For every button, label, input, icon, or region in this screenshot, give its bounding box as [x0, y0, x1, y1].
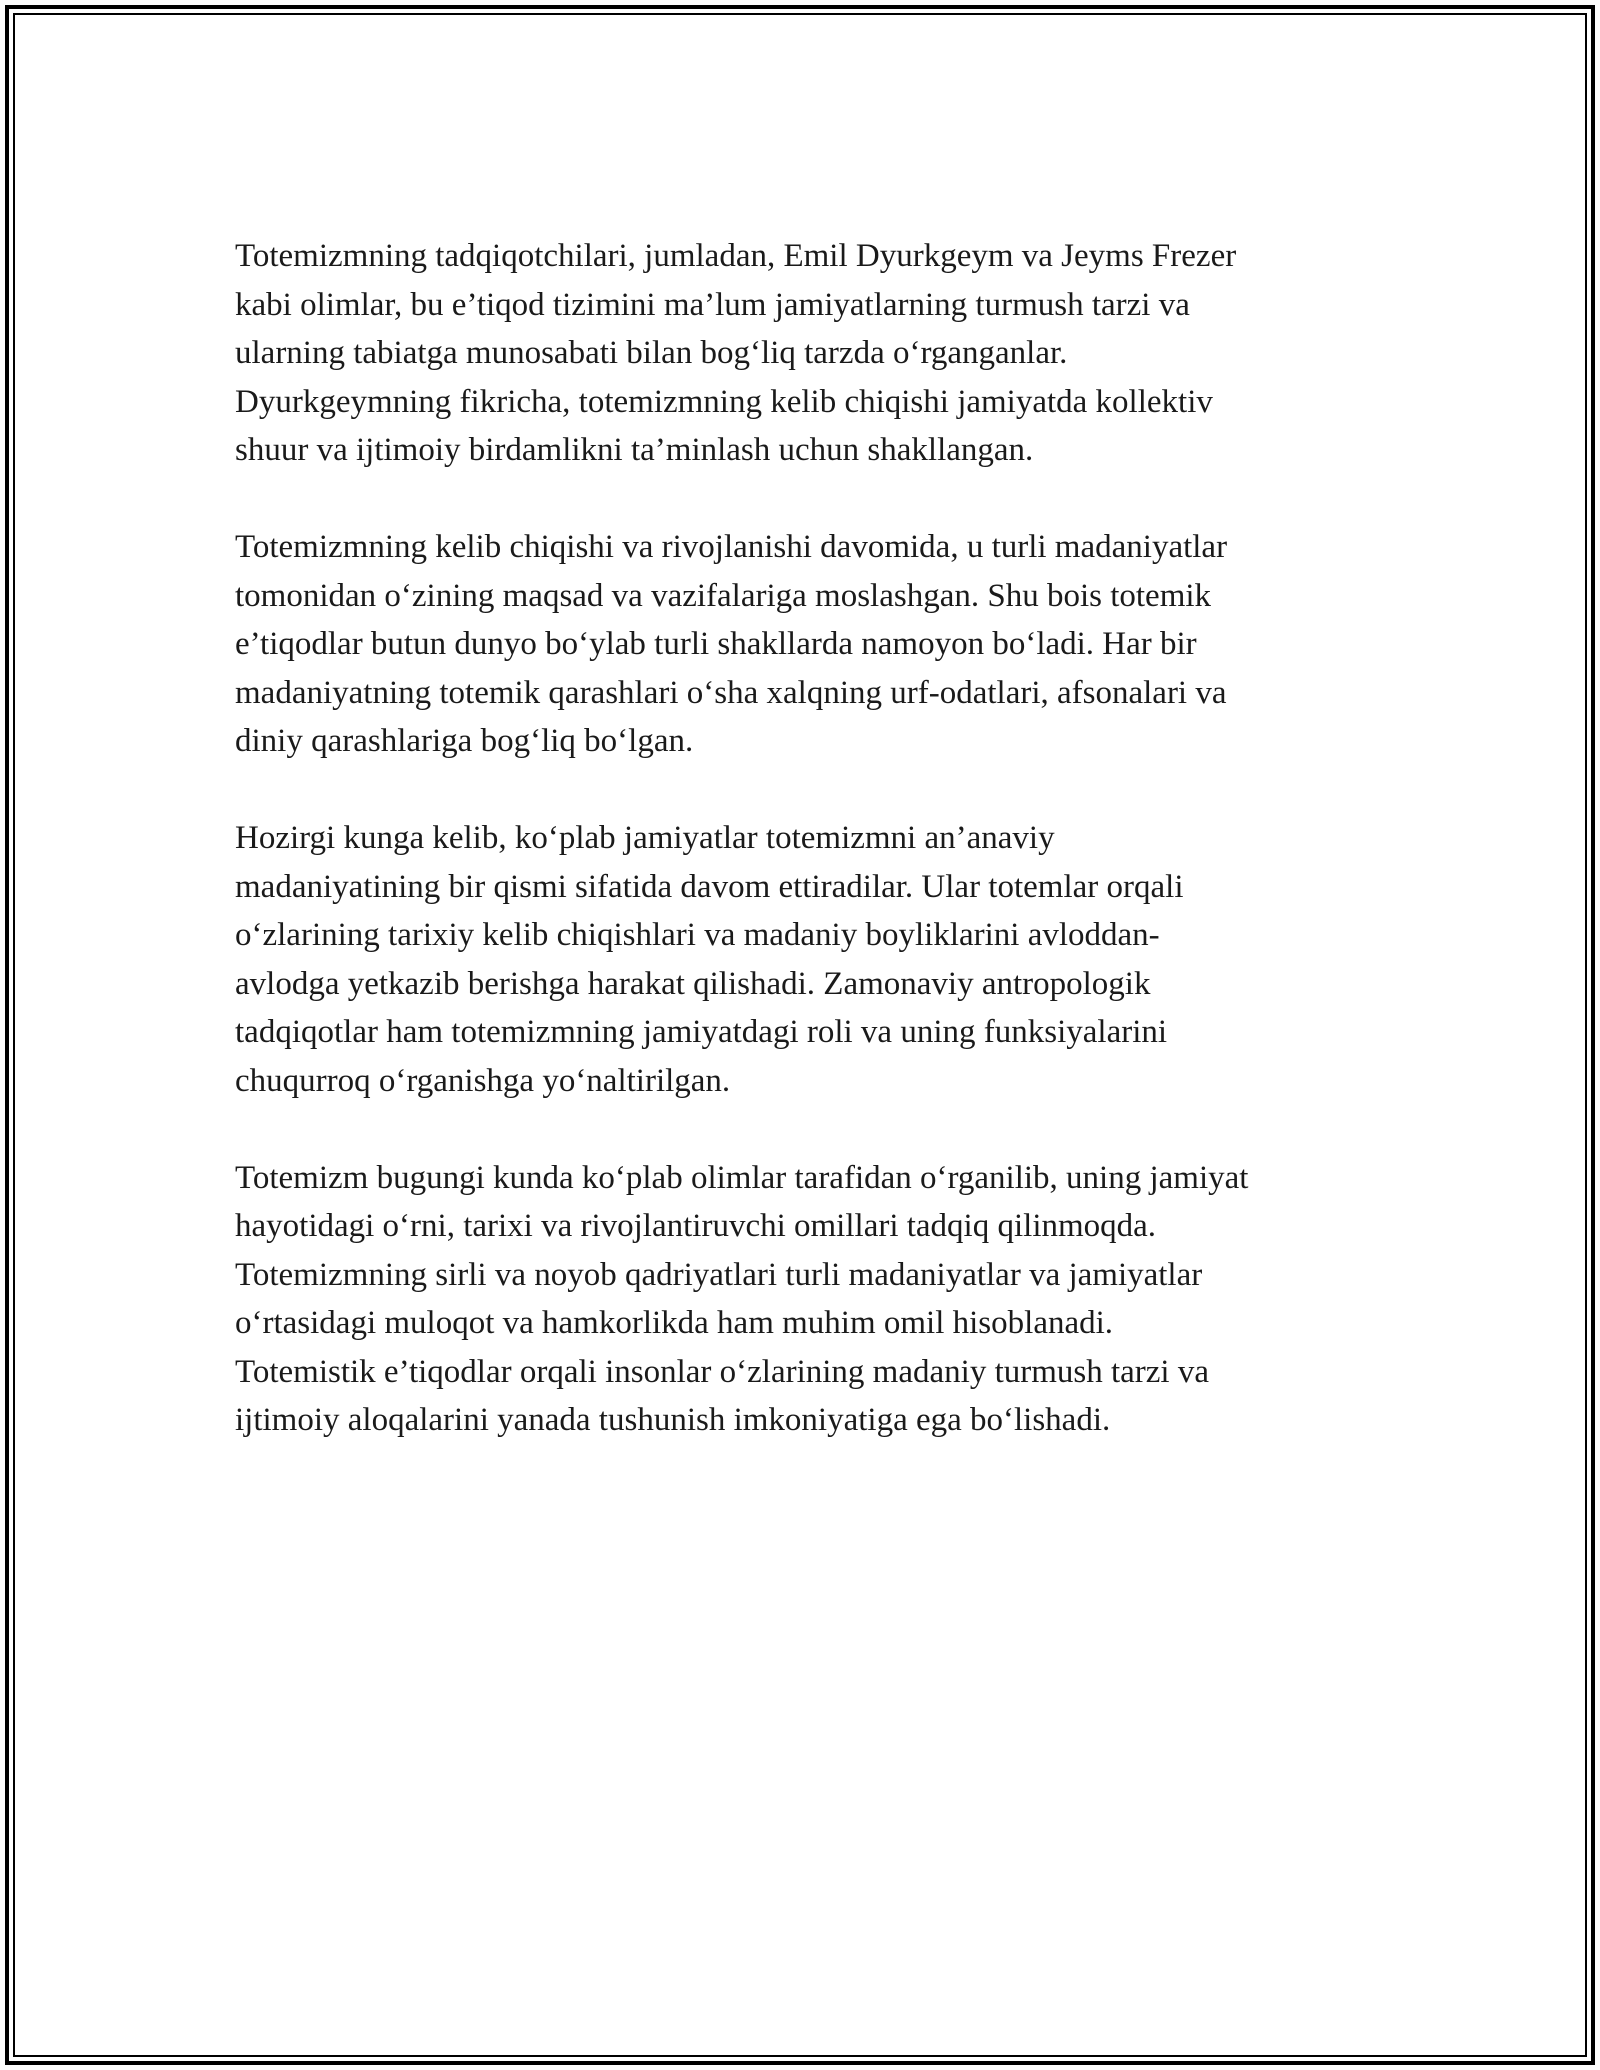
paragraph-3: [235, 814, 1385, 1105]
text-line: hayotidagi o‘rni, tarixi va rivojlantiruvchi omillari tadqiq qilinmoqda.: [235, 1208, 1157, 1244]
text-line: kabi olimlar, bu e’tiqod tizimini ma’lum jamiyatlarning turmush tarzi va: [235, 286, 1190, 323]
text-line: madaniyatining bir qismi sifatida davom ettiradilar. Ular totemlar orqali: [235, 868, 1184, 905]
text-line: chuqurroq o‘rganishga yo‘naltirilgan.: [235, 1062, 731, 1099]
text-line: e’tiqodlar butun dunyo bo‘ylab turli shakllarda namoyon bo‘ladi. Har bir: [235, 626, 1197, 662]
paragraph-1: [235, 232, 1385, 475]
text-line: o‘zlarining tarixiy kelib chiqishlari va madaniy boyliklarini avloddan-: [235, 917, 1160, 953]
text-line: Totemizmning sirli va noyob qadriyatlari turli madaniyatlar va jamiyatlar: [235, 1256, 1203, 1293]
paragraph-2: [235, 523, 1385, 766]
text-line: Totemizmning kelib chiqishi va rivojlanishi davomida, u turli madaniyatlar: [235, 529, 1228, 565]
paragraph-4: [235, 1154, 1385, 1445]
document-body: [235, 232, 1385, 1493]
text-line: o‘rtasidagi muloqot va hamkorlikda ham muhim omil hisoblanadi.: [235, 1305, 1114, 1341]
text-line: tomonidan o‘zining maqsad va vazifalariga moslashgan. Shu bois totemik: [235, 577, 1212, 614]
text-line: diniy qarashlariga bog‘liq bo‘lgan.: [235, 723, 694, 759]
text-line: madaniyatning totemik qarashlari o‘sha xalqning urf-odatlari, afsonalari va: [235, 674, 1227, 711]
text-line: Totemistik e’tiqodlar orqali insonlar o‘zlarining madaniy turmush tarzi va: [235, 1353, 1209, 1390]
text-line: ijtimoiy aloqalarini yanada tushunish imkoniyatiga ega bo‘lishadi.: [235, 1402, 1111, 1438]
text-line: avlodga yetkazib berishga harakat qilishadi. Zamonaviy antropologik: [235, 965, 1151, 1002]
text-line: Hozirgi kunga kelib, ko‘plab jamiyatlar totemizmni an’anaviy: [235, 820, 1055, 856]
text-line: Dyurkgeymning fikricha, totemizmning kelib chiqishi jamiyatda kollektiv: [235, 383, 1213, 420]
text-line: ularning tabiatga munosabati bilan bog‘liq tarzda o‘rganganlar.: [235, 335, 1068, 371]
text-line: tadqiqotlar ham totemizmning jamiyatdagi roli va uning funksiyalarini: [235, 1014, 1168, 1050]
text-line: shuur va ijtimoiy birdamlikni ta’minlash uchun shakllangan.: [235, 432, 1034, 468]
text-line: Totemizmning tadqiqotchilari, jumladan, Emil Dyurkgeym va Jeyms Frezer: [235, 238, 1237, 274]
text-line: Totemizm bugungi kunda ko‘plab olimlar tarafidan o‘rganilib, uning jamiyat: [235, 1159, 1249, 1196]
